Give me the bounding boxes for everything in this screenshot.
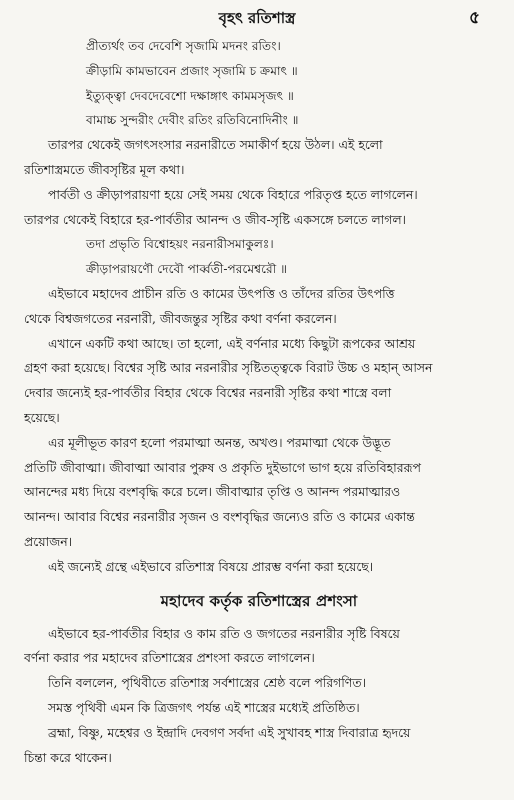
running-head [0, 4, 514, 30]
text-line: এখানে একটি কথা আছে। তা হলো, এই বর্ণনার মধ্যে কিছুটা রূপকের আশ্রয় [48, 335, 416, 351]
text-line: এইভাবে মহাদেব প্রাচীন রতি ও কামের উৎপত্তি ও তাঁদের রতির উৎপত্তি [48, 285, 395, 301]
page-body [24, 34, 494, 770]
page-number: ৫ [468, 8, 480, 28]
verse-line: প্রীত্যর্থং তব দেবেশি সৃজামি মদনং রতিং। [86, 39, 281, 53]
text-line: পার্বতী ও ক্রীড়াপরায়ণা হয়ে সেই সময় থেকে বিহারে পরিতৃপ্ত হতে লাগলেন। [48, 186, 418, 202]
text-line: রতিশাস্ত্রমতে জীবসৃষ্টির মূল কথা। [24, 161, 185, 177]
verse-line: ইত্যুক্ত্বা দেবদেবেশো দক্ষাঙ্গাৎ কামমসৃজৎ ॥ [86, 88, 294, 103]
text-line: আনন্দ। আবার বিশ্বের নরনারীর সৃজন ও বংশবৃদ্ধির জন্যেও রতি ও কামের একান্ত [24, 509, 415, 525]
verse-line: তদা প্রভৃতি বিশ্বোহয়ং নরনারীসমাকুলঃ। [86, 237, 274, 252]
text-line: এইভাবে হর-পার্বতীর বিহার ও কাম রতি ও জগতের নরনারীর সৃষ্টি বিষয়ে [48, 625, 400, 641]
text-line: চিন্তা করে থাকেন। [24, 749, 112, 765]
text-line: ব্রহ্মা, বিষ্ণু, মহেশ্বর ও ইন্দ্রাদি দেবগণ সর্বদা এই সুখাবহ শাস্ত্র দিবারাত্র হৃদয়ে [48, 724, 411, 740]
text-line: প্রয়োজন। [24, 533, 73, 549]
text-line: তিনি বললেন, পৃথিবীতে রতিশাস্ত্র সর্বশাস্ত্রের শ্রেষ্ঠ বলে পরিগণিত। [48, 675, 367, 691]
text-line: দেবার জন্যেই হর-পার্বতীর বিহার থেকে বিশ্বের নরনারী সৃষ্টির কথা শাস্ত্রে বলা [24, 385, 392, 401]
verse-line: ক্রীড়াপরায়ণৌ দেবৌ পার্ব্বতী-পরমেশ্বরৌ ॥ [86, 262, 287, 277]
section-heading: মহাদেব কর্তৃক রতিশাস্ত্রের প্রশংসা [160, 591, 358, 610]
running-title: বৃহৎ রতিশাস্ত্র [218, 9, 296, 27]
verse-line: ক্রীড়ামি কামভাবেন প্রজাং সৃজামি চ ক্রমাৎ ॥ [86, 63, 298, 78]
text-line: আনন্দের মধ্য দিয়ে বংশবৃদ্ধি করে চলে। জীবাত্মার তৃপ্তি ও আনন্দ পরমাত্মারও [24, 484, 401, 500]
text-line: বর্ণনা করার পর মহাদেব রতিশাস্ত্রের প্রশংসা করতে লাগলেন। [24, 650, 315, 666]
text-line: সমস্ত পৃথিবী এমন কি ত্রিজগৎ পর্যন্ত এই শাস্ত্রের মধ্যেই প্রতিষ্ঠিত। [48, 699, 360, 715]
text-line: তারপর থেকেই বিহারে হর-পার্বতীর আনন্দ ও জীব-সৃষ্টি একসঙ্গে চলতে লাগল। [24, 211, 406, 227]
verse-line: বামাচ্চ সুন্দরীং দেবীং রতিং রতিবিনোদিনীং ॥ [86, 113, 299, 128]
text-line: থেকে বিশ্বজগতের নরনারী, জীবজন্তুর সৃষ্টির কথা বর্ণনা করলেন। [24, 310, 337, 326]
text-line: এর মূলীভূত কারণ হলো পরমাত্মা অনন্ত, অখণ্ড। পরমাত্মা থেকে উদ্ভূত [48, 434, 391, 450]
text-line: এই জন্যেই গ্রন্থে এইভাবে রতিশাস্ত্র বিষয়ে প্রারম্ভ বর্ণনা করা হয়েছে। [48, 558, 374, 574]
text-line: গ্রহণ করা হয়েছে। বিশ্বের সৃষ্টি আর নরনারীর সৃষ্টিতত্ত্বকে বিরাট উচ্চ ও মহান্ আসন [24, 360, 433, 376]
text-line: হয়েছে। [24, 409, 60, 425]
text-line: তারপর থেকেই জগৎসংসার নরনারীতে সমাকীর্ণ হয়ে উঠল। এই হলো [48, 137, 383, 153]
text-line: প্রতিটি জীবাত্মা। জীবাত্মা আবার পুরুষ ও প্রকৃতি দুইভাগে ভাগ হয়ে রতিবিহাররূপ [24, 459, 421, 475]
